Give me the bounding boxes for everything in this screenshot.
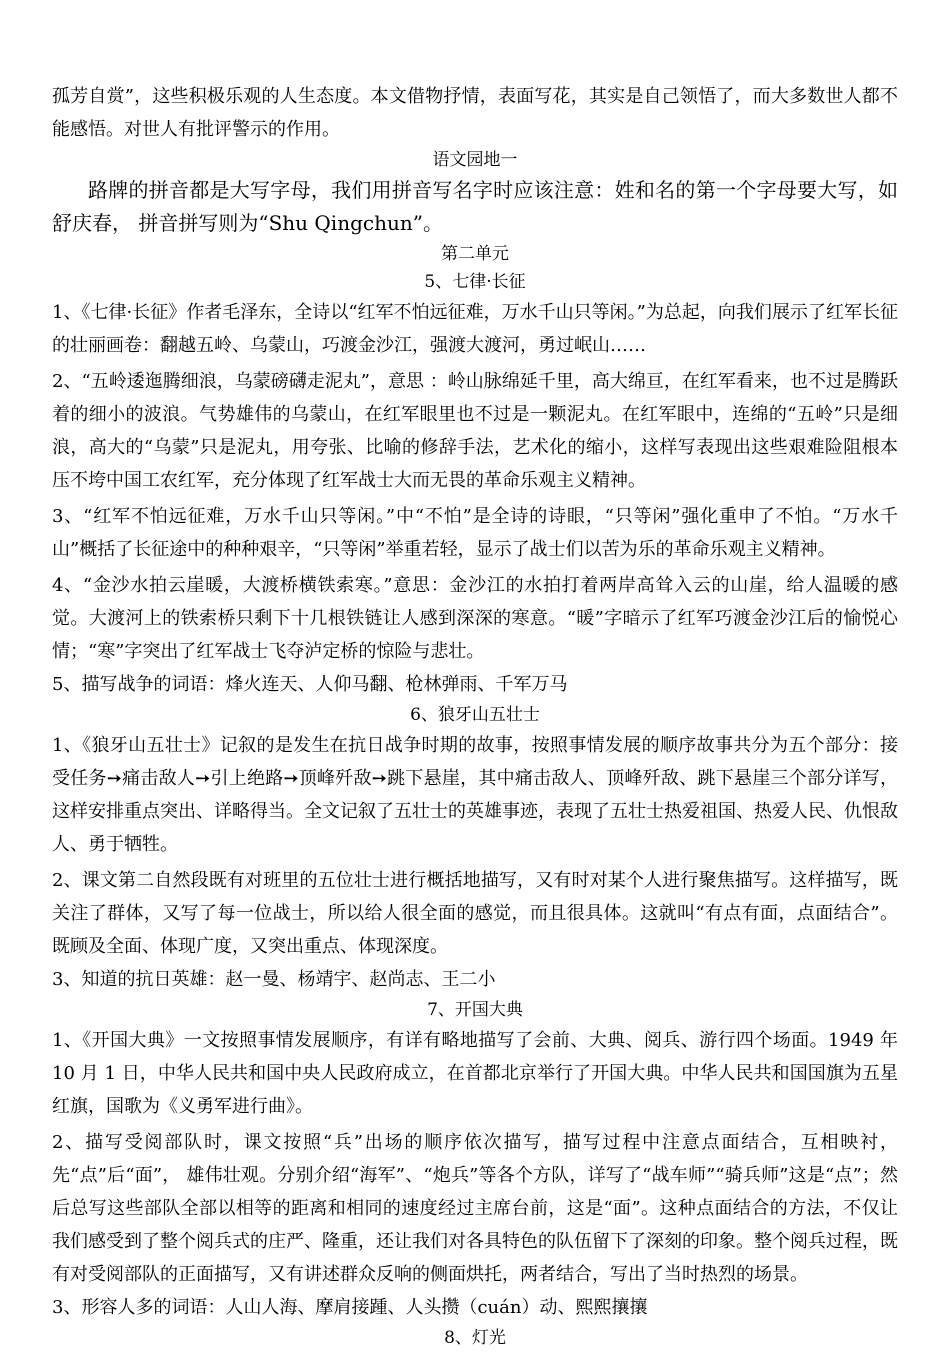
lesson-heading-langyashan: 6、狼牙山五壮士 xyxy=(410,705,540,725)
paragraph-changzheng-3: 3、“红军不怕远征难，万水千山只等闲。”中“不怕”是全诗的诗眼，“只等闲”强化重申了不怕。“万水千山”概括了长征途中的种种艰辛，“只等闲”举重若轻，显示了战士们以苦为乐的革命乐观主义精神。 xyxy=(52,506,898,560)
lesson-heading-kaiguo-dadian: 7、开国大典 xyxy=(427,1000,523,1020)
paragraph-changzheng-5: 5、描写战争的词语：烽火连天、人仰马翻、枪林弹雨、千军万马 xyxy=(52,674,568,695)
paragraph-pinyin-note: 路牌的拼音都是大写字母，我们用拼音写名字时应该注意：姓和名的第一个字母要大写，如舒庆春， 拼音拼写则为“Shu Qingchun”。 xyxy=(52,178,898,235)
paragraph-changzheng-2: 2、“五岭逶迤腾细浪，乌蒙磅礴走泥丸”，意思 ：岭山脉绵延千里，高大绵亘，在红军看来，也不过是腾跃着的细小的波浪。气势雄伟的乌蒙山，在红军眼里也不过是一颗泥丸。在红军眼中，连绵的“五岭”只是细浪，高大的“乌蒙”只是泥丸，用夸张、比喻的修辞手法，艺术化的缩小，这样写表现出这些艰难险阻根本压不垮中国工农红军，充分体现了红军战士大而无畏的革命乐观主义精神。 xyxy=(52,371,898,491)
section-heading-yuwen-yuandi: 语文园地一 xyxy=(432,150,518,170)
paragraph-changzheng-1: 1、《七律·长征》作者毛泽东，全诗以“红军不怕远征难，万水千山只等闲。”为总起，向我们展示了红军长征的壮丽画卷：翻越五岭、乌蒙山，巧渡金沙江，强渡大渡河，勇过岷山…… xyxy=(52,302,898,356)
paragraph-kaiguo-2: 2、描写受阅部队时，课文按照“兵”出场的顺序依次描写，描写过程中注意点面结合，互相映衬，先“点”后“面”， 雄伟壮观。分别介绍“海军”、“炮兵”等各个方队，详写了“战车师”“骑兵师”这是“点”；然后总写这些部队全部以相等的距离和相同的速度经过主席台前，这是“面”。这种点面结合的方法，不仅让我们感受到了整个阅兵式的庄严、隆重，还让我们对各具特色的队伍留下了深刻的印象。整个阅兵过程，既有对受阅部队的正面描写，又有讲述群众反响的侧面烘托，两者结合，写出了当时热烈的场景。 xyxy=(52,1132,898,1285)
paragraph-langyashan-3: 3、知道的抗日英雄：赵一曼、杨靖宇、赵尚志、王二小 xyxy=(52,969,496,990)
lesson-heading-changzheng: 5、七律·长征 xyxy=(424,272,526,292)
paragraph-intro: 孤芳自赏”，这些积极乐观的人生态度。本文借物抒情，表面写花，其实是自己领悟了，而大多数世人都不能感悟。对世人有批评警示的作用。 xyxy=(52,86,898,140)
unit-heading: 第二单元 xyxy=(441,244,509,264)
paragraph-kaiguo-3: 3、形容人多的词语：人山人海、摩肩接踵、人头攒（cuán）动、熙熙攘攘 xyxy=(52,1297,648,1318)
paragraph-langyashan-2: 2、课文第二自然段既有对班里的五位壮士进行概括地描写，又有时对某个人进行聚焦描写。这样描写，既关注了群体，又写了每一位战士，所以给人很全面的感觉，而且很具体。这就叫“有点有面，点面结合”。既顾及全面、体现广度，又突出重点、体现深度。 xyxy=(52,870,898,957)
paragraph-kaiguo-1: 1、《开国大典》一文按照事情发展顺序，有详有略地描写了会前、大典、阅兵、游行四个场面。1949 年 10 月 1 日，中华人民共和国中央人民政府成立，在首都北京举行了开国大典。中华人民共和国国旗为五星红旗，国歌为《义勇军进行曲》。 xyxy=(52,1030,898,1117)
paragraph-langyashan-1: 1、《狼牙山五壮士》记叙的是发生在抗日战争时期的故事，按照事情发展的顺序故事共分为五个部分：接受任务➙痛击敌人➙引上绝路➙顶峰歼敌➙跳下悬崖，其中痛击敌人、顶峰歼敌、跳下悬崖三个部分详写，这样安排重点突出、详略得当。全文记叙了五壮士的英雄事迹，表现了五壮士热爱祖国、热爱人民、仇恨敌人、勇于牺牲。 xyxy=(52,735,898,855)
lesson-heading-dengguang: 8、灯光 xyxy=(444,1328,506,1348)
paragraph-changzheng-4: 4、“金沙水拍云崖暖，大渡桥横铁索寒。”意思：金沙江的水拍打着两岸高耸入云的山崖，给人温暖的感觉。大渡河上的铁索桥只剩下十几根铁链让人感到深深的寒意。“暖”字暗示了红军巧渡金沙江后的愉悦心情；“寒”字突出了红军战士飞夺泸定桥的惊险与悲壮。 xyxy=(52,575,898,662)
